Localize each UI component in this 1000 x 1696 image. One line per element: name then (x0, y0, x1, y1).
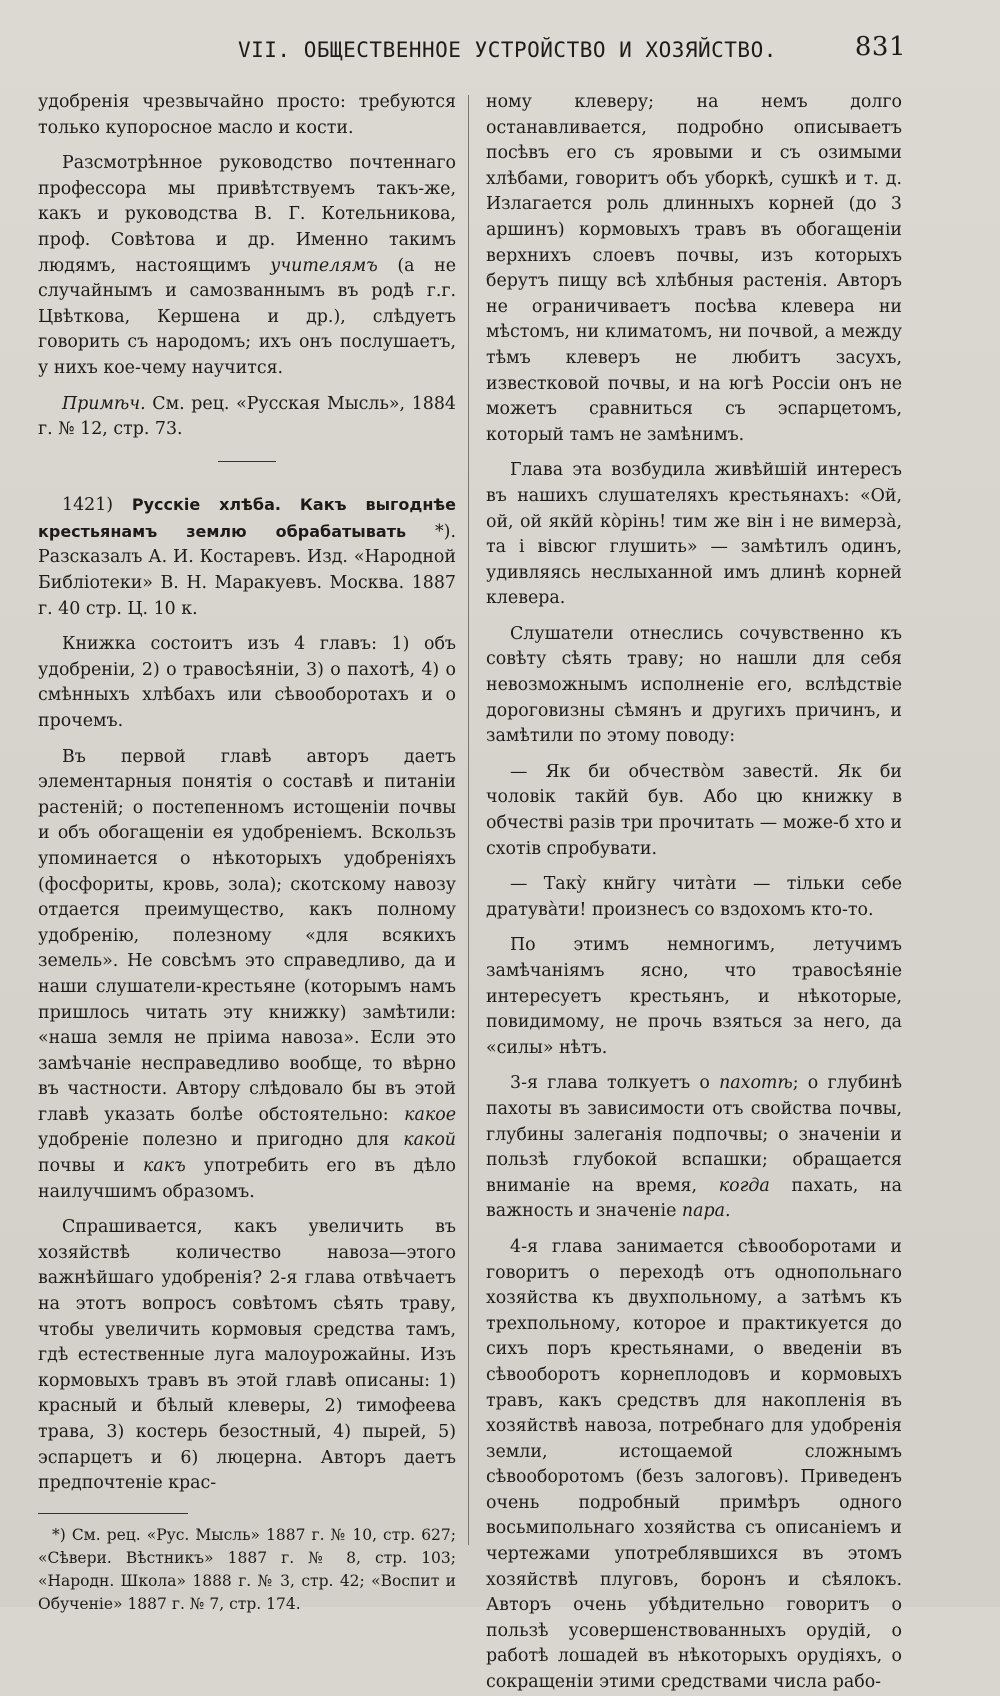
text-run: 3-я глава толкуетъ о (510, 1073, 720, 1094)
running-title: VII. ОБЩЕСТВЕННОЕ УСТРОЙСТВО И ХОЗЯЙСТВО. (238, 38, 777, 62)
left-column (38, 90, 456, 1616)
text-run: почвы и (38, 1156, 143, 1177)
text-run: удобреніе полезно и пригодно для (38, 1130, 404, 1151)
paragraph (38, 151, 456, 381)
paragraph: ному клеверу; на немъ долго останавливается, подробно описываетъ посѣвъ его съ яровыми и съ озимыми хлѣбами, говоритъ объ уборкѣ, сушкѣ и т. д. Излагается роль длинныхъ корней (до 3 аршинъ) кормовыхъ травъ въ обогащеніи верхнихъ слоевъ почвы, изъ которыхъ берутъ пищу всѣ хлѣбныя растенія. Авторъ не ограничиваетъ посѣва клевера ни мѣстомъ, ни климатомъ, ни почвой, а между тѣмъ клеверъ не любитъ засухъ, известковой почвы, и на югѣ Россіи онъ не можетъ сравниться съ эспарцетомъ, который тамъ не замѣнимъ. (486, 92, 902, 445)
entry-number: 1421) (62, 495, 132, 516)
italic-text: учителямъ (270, 255, 378, 276)
bibliographic-entry (38, 492, 456, 622)
text-run: употребить его въ дѣло наилучшимъ образомъ. (38, 1156, 456, 1202)
dialect-quote: — Як би обчествòм завестй. Як би чоловік такйй був. Або цю книжку в обчестві разів три прочитать — може-б хто и схотів спробувати. (486, 761, 902, 859)
paragraph: Глава эта возбудила живѣйшій интересъ въ нашихъ слушателяхъ крестьянахъ: «Ой, ой, ой якйй кòрінь! тим же він і не вимерзà, та і вівсюг глушить» — замѣтилъ одинъ, удивляясь неслыханной имъ длинѣ корней клевера. (486, 460, 902, 609)
section-separator (218, 461, 276, 463)
paragraph: По этимъ немногимъ, летучимъ замѣчаніямъ ясно, что травосѣяніе интересуетъ крестьянъ, и нѣкоторые, повидимому, не прочь взяться за него, да «силы» нѣтъ. (486, 935, 902, 1058)
italic-text: пара (681, 1201, 725, 1222)
paragraph: Спрашивается, какъ увеличить въ хозяйствѣ количество навоза—этого важнѣйшаго удобренія? 2-я глава отвѣчаетъ на этотъ вопросъ совѣтомъ сѣять траву, чтобы увеличить кормовыя средства тамъ, гдѣ естественные луга малоурожайны. Изъ кормовыхъ травъ въ этой главѣ описаны: 1) красный и бѣлый клеверы, 2) тимофеева трава, 3) костерь безостный, 4) пырей, 5) эспарцетъ и 6) люцерна. Авторъ даетъ предпочтеніе крас- (38, 1217, 456, 1494)
paragraph (486, 1071, 902, 1225)
paragraph: Слушатели отнеслись сочувственно къ совѣту сѣять траву; но нашли для себя невозможнымъ исполненіе его, вслѣдствіе дороговизны сѣмянъ и другихъ причинъ, и замѣтили по этому поводу: (486, 623, 902, 747)
page-number: 831 (854, 32, 906, 62)
italic-text: какъ (142, 1156, 186, 1177)
column-divider (468, 95, 469, 1545)
entry-details: *). Разсказалъ А. И. Костаревъ. Изд. «Народной Библіотеки» В. Н. Маракуевъ. Москва. 1887 г. 40 стр. Ц. 10 к. (38, 521, 456, 619)
paragraph: удобренія чрезвычайно просто: требуются только купоросное масло и кости. (38, 92, 456, 138)
text-run: Въ первой главѣ авторъ даетъ элементарныя понятія о составѣ и питаніи растеній; о постепенномъ истощеніи почвы и объ обогащеніи ея удобреніемъ. Вскользъ упоминается о нѣкоторыхъ удобреніяхъ (фосфориты, кровь, зола); скотскому навозу отдается преимущество, какъ полному удобренію, полезному «для всякихъ земель». Не совсѣмъ это справедливо, да и наши слушатели-крестьяне (которымъ намъ пришлось читать эту книжку) замѣтили: «наша земля не пріима навоза». Если это замѣчаніе несправедливо вообще, то вѣрно въ частности. Автору слѣдовало бы въ этой главѣ указать болѣе обстоятельно: (38, 746, 456, 1125)
paragraph: Книжка состоитъ изъ 4 главъ: 1) объ удобреніи, 2) о травосѣяніи, 3) о пахотѣ, 4) о смѣнныхъ хлѣбахъ или сѣвооборотахъ и о прочемъ. (38, 634, 456, 731)
text-run: ; о глубинѣ пахоты въ зависимости отъ свойства почвы, глубины залеганія подпочвы; о значеніи и пользѣ глубокой вспашки; обращается вниманіе на время, (486, 1073, 902, 1196)
footnote: *) См. рец. «Рус. Мысль» 1887 г. № 10, стр. 627; «Сѣвери. Вѣстникъ» 1887 г. № 8, стр. 103; «Народн. Школа» 1888 г. № 3, стр. 42; «Воспит и Обученіе» 1887 г. № 7, стр. 174. (38, 1525, 456, 1613)
editor-note (38, 392, 456, 443)
page-header (36, 34, 906, 70)
text-run: Разсмотрѣнное руководство почтеннаго профессора мы привѣтствуемъ такъ-же, какъ и руководства В. Г. Котельникова, проф. Совѣтова и др. Именно такимъ людямъ, настоящимъ (38, 153, 456, 276)
italic-text: какой (403, 1130, 456, 1151)
text-run: пахать, на важность и значеніе (486, 1175, 902, 1222)
italic-text: какое (404, 1104, 456, 1125)
dialect-quote: — Такỳ кнйгу читàти — тільки себе дратувàти! произнесъ со вздохомъ кто-то. (486, 874, 902, 920)
right-column (486, 90, 902, 1696)
italic-text: пахотѣ (719, 1073, 793, 1094)
paragraph: 4-я глава занимается сѣвооборотами и говоритъ о переходѣ отъ однопольнаго хозяйства къ двухпольному, а затѣмъ къ трехпольному, которое и практикуется до сихъ поръ крестьянами, о введеніи въ сѣвооборотъ корнеплодовъ и кормовыхъ травъ, какъ средствъ для накопленія въ хозяйствѣ навоза, потребнаго для удобренія земли, истощаемой сложнымъ сѣвооборотомъ (безъ залоговъ). Приведенъ очень подробный примѣръ одного восьмипольнаго хозяйства съ описаніемъ и чертежами употреблявшихся въ этомъ хозяйствѣ плуговъ, боронъ и сѣялокъ. Авторъ очень убѣдительно говоритъ о пользѣ усовершенствованныхъ орудій, о работѣ лошадей въ нѣкоторыхъ орудіяхъ, о сокращеніи этими средствами числа рабо- (486, 1236, 902, 1693)
italic-text: когда (718, 1175, 770, 1196)
entry-title: Русскіе хлѣба. Какъ выгоднѣе крестьянамъ землю обрабатывать (38, 495, 456, 541)
paragraph (38, 745, 456, 1206)
text-run: (а не случайнымъ и самозваннымъ въ родѣ г.г. Цвѣткова, Кершена и др.), слѣдуетъ говорить съ народомъ; ихъ онъ послушаетъ, у нихъ кое-чему научится. (38, 255, 456, 378)
text-run: . (724, 1201, 731, 1222)
text-run: См. рец. «Русская Мысль», 1884 г. № 12, стр. 73. (38, 393, 456, 440)
italic-text: Примѣч. (62, 393, 146, 414)
footnote-rule (38, 1513, 188, 1514)
